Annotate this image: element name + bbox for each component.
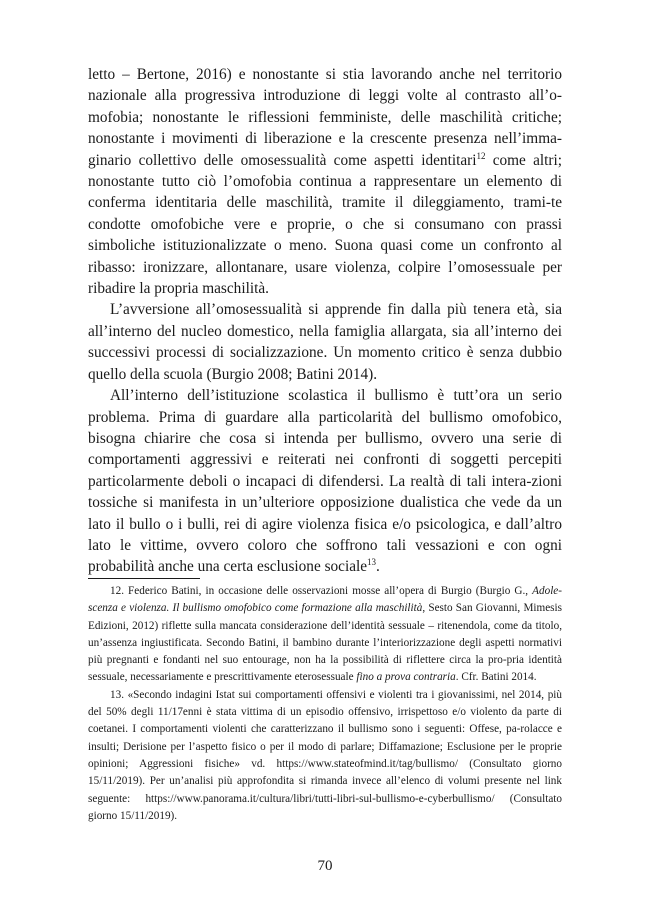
- footnote-13-number: 13.: [110, 688, 124, 701]
- page-number: 70: [317, 858, 333, 874]
- footnote-12-text-b: , Sesto San Giovanni, Mimesis Edizioni, 2012) riflette sulla mancata considerazione dell’identità sessuale – ritenendola, come da titolo, un’assenza ingiustificata. Secondo Batini, il bambino durante l’interiorizzazione degli aspetti normativi più pregnanti e fondanti nel suo entourage, non ha la possibilità di riflettere circa la pro-pria identità sessuale, necessariamente e prescrittivamente eterosessuale: [88, 602, 562, 684]
- main-text: [88, 64, 562, 578]
- footnote-12-book-title: Adole-scenza e violenza. Il bullismo omofobico come formazione alla maschilità: [88, 585, 562, 615]
- footnote-13-text: «Secondo indagini Istat sui comportamenti offensivi e violenti tra i giovanissimi, nel 2014, più del 50% degli 11/17enni è stata vittima di un episodio offensivo, irrispettoso e/o violento da parte di coetanei. I comportamenti violenti che caratterizzano il bullismo sono i seguenti: Offese, pa-rolacce e insulti; Derisione per l’aspetto fisico o per il modo di parlare; Diffamazione; Esclusione per le proprie opinioni; Aggressioni fisiche» vd. https://www.stateofmind.it/tag/bullismo/ (Consultato giorno 15/11/2019). Per un’analisi più approfondita si rimanda invece all’elenco di volumi presente nel link seguente: https://www.panorama.it/cultura/libri/tutti-libri-sul-bullismo-e-cyberbullismo/ (Consultato giorno 15/11/2019).: [88, 688, 562, 822]
- footnote-ref-13: 13: [367, 557, 377, 568]
- footnote-12-number: 12.: [110, 585, 124, 597]
- paragraph-2: L’avversione all’omosessualità si apprende fin dalla più tenera età, sia all’interno del nucleo domestico, nella famiglia allargata, sia all’interno dei successivi processi di socializzazione. Un momento critico è senza dubbio quello della scuola (Burgio 2008; Batini 2014).: [88, 301, 562, 383]
- footnotes: [88, 583, 562, 825]
- paragraph-1: [88, 64, 562, 299]
- footnote-13: [88, 687, 562, 825]
- paragraph-1-part-b: come altri; nonostante tutto ciò l’omofobia continua a rappresentare un elemento di conferma identitaria delle maschilità, tramite il dileggiamento, trami-te condotte omofobiche vere e proprie, o che si consumano con prassi simboliche istituzionalizzate o meno. Suona quasi come un confronto al ribasso: ironizzare, allontanare, usare violenza, colpire l’omosessuale per ribadire la propria maschilità.: [88, 151, 562, 298]
- footnote-12-text-a: Federico Batini, in occasione delle osservazioni mosse all’opera di Burgio (Burgio G.,: [123, 585, 533, 597]
- paragraph-3: [88, 385, 562, 578]
- footnote-12-text-c: . Cfr. Batini 2014.: [455, 671, 537, 684]
- paragraph-1-part-a: letto – Bertone, 2016) e nonostante si stia lavorando anche nel territorio nazionale alla progressiva introduzione di leggi volte al contrasto all’o-mofobia; nonostante le riflessioni femministe, delle maschilità critiche; nonostante i movimenti di liberazione e la crescente presenza nell’imma-ginario collettivo delle omosessualità come aspetti identitari: [88, 66, 562, 169]
- paragraph-3-end: .: [376, 558, 380, 576]
- footnote-12-italic-phrase: fino a prova contraria: [356, 671, 456, 684]
- footnote-separator: [88, 578, 200, 579]
- footnote-ref-12: 12: [476, 150, 486, 161]
- paragraph-3-text: All’interno dell’istituzione scolastica il bullismo è tutt’ora un serio problema. Prima di guardare alla particolarità del bullismo omofobico, bisogna chiarire che cosa si intenda per bullismo, ovvero una serie di comportamenti aggressivi e reiterati nei confronti di soggetti percepiti particolarmente deboli o incapaci di difendersi. La realtà di tali intera-zioni tossiche si manifesta in un’ulteriore opposizione dualistica che vede da un lato il bullo o i bulli, rei di agire violenza fisica e/o psicologica, e dall’altro lato le vittime, ovvero coloro che soffrono tali vessazioni e con ogni probabilità anche una certa esclusione sociale: [88, 387, 562, 576]
- footnote-12: [88, 583, 562, 687]
